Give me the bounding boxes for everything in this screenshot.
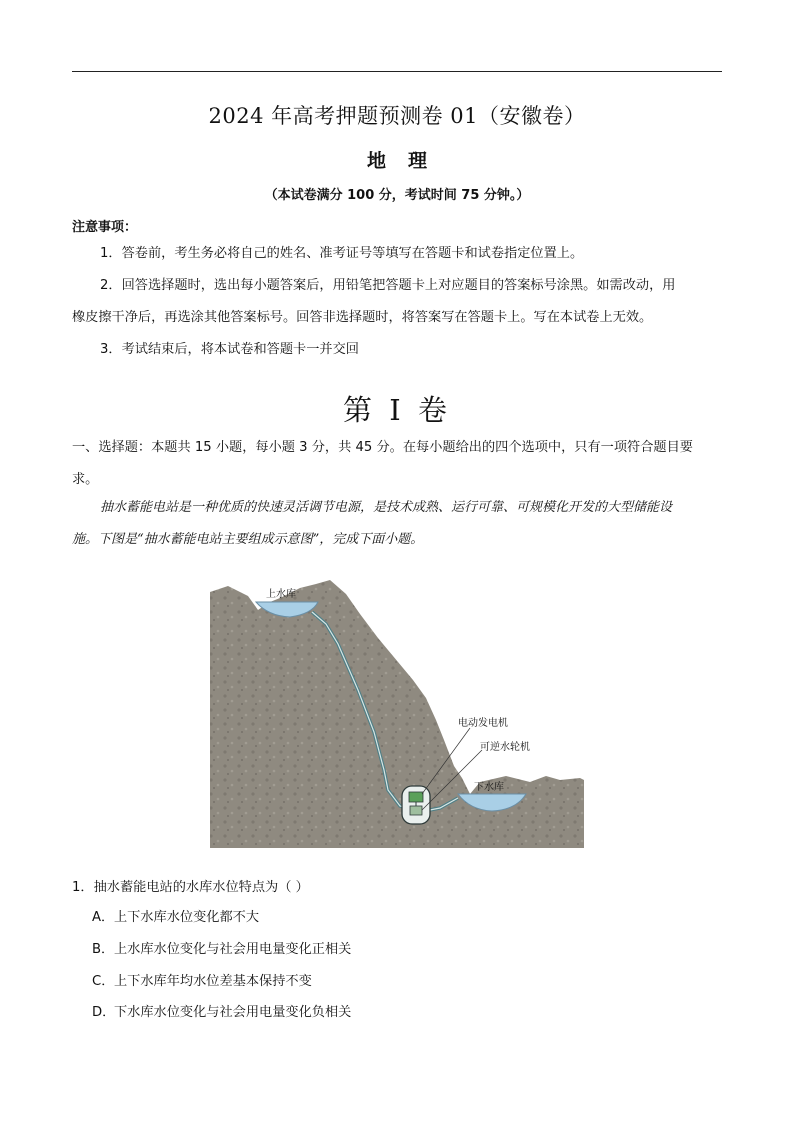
question-1-option-a[interactable]	[92, 906, 259, 925]
mountain-rock	[210, 580, 584, 848]
pumped-storage-diagram	[208, 580, 586, 850]
intro-line-1-text: 抽水蓄能电站是一种优质的快速灵活调节电源，是技术成熟、运行可靠、可规模化开发的大型储能设	[100, 500, 673, 515]
attention-item-2	[72, 270, 724, 302]
section-instruction	[72, 432, 724, 496]
label-reversible-turbine: 可逆水轮机	[480, 742, 530, 753]
option-b-text: 上水库水位变化与社会用电量变化正相关	[114, 942, 352, 957]
intro-line-1	[72, 492, 724, 524]
option-a-letter: A．	[92, 910, 115, 925]
attention-heading: 注意事项：	[72, 220, 138, 235]
attention-item-2-cont-text: 橡皮擦干净后，再选涂其他答案标号。回答非选择题时，将答案写在答题卡上。写在本试卷上无效。	[72, 310, 653, 325]
label-lower-reservoir: 下水库	[474, 782, 504, 793]
option-c-letter: C．	[92, 974, 115, 989]
section-line-1: 一、选择题：本题共 15 小题，每小题 3 分，共 45 分。在每小题给出的四个选项中，只有一项符合题目要	[72, 440, 693, 455]
exam-title: 2024 年高考押题预测卷 01（安徽卷）	[208, 104, 586, 128]
attention-item-2-text: 2．回答选择题时，选出每小题答案后，用铅笔把答题卡上对应题目的答案标号涂黑。如需改动，用	[100, 278, 676, 293]
subject-title: 地理	[366, 150, 449, 172]
motor-generator-icon	[409, 792, 423, 802]
question-intro	[72, 492, 724, 556]
attention-item-3	[72, 334, 724, 366]
reversible-turbine-icon	[410, 806, 422, 815]
option-d-letter: D．	[92, 1005, 116, 1020]
label-motor-generator: 电动发电机	[458, 718, 508, 729]
option-a-text: 上下水库水位变化都不大	[114, 910, 260, 925]
exam-note: （本试卷满分 100 分，考试时间 75 分钟。）	[264, 188, 530, 203]
header-rule	[72, 71, 722, 72]
attention-item-1	[72, 238, 724, 270]
question-1-option-d[interactable]	[92, 1001, 351, 1020]
question-1-stem: 1．抽水蓄能电站的水库水位特点为（ ）	[72, 880, 309, 895]
question-1-option-c[interactable]	[92, 970, 312, 989]
section-line-2: 求。	[72, 472, 99, 487]
option-b-letter: B．	[92, 942, 115, 957]
attention-item-3-text: 3．考试结束后，将本试卷和答题卡一并交回	[100, 342, 359, 357]
part-title: 第 I 卷	[343, 393, 451, 427]
option-c-text: 上下水库年均水位差基本保持不变	[114, 974, 312, 989]
intro-line-2: 施。下图是“抽水蓄能电站主要组成示意图”，完成下面小题。	[72, 532, 424, 547]
option-d-text: 下水库水位变化与社会用电量变化负相关	[114, 1005, 352, 1020]
question-1-option-b[interactable]	[92, 938, 351, 957]
attention-item-1-text: 1．答卷前，考生务必将自己的姓名、准考证号等填写在答题卡和试卷指定位置上。	[100, 246, 584, 261]
label-upper-reservoir: 上水库	[266, 589, 296, 600]
attention-item-2-cont	[72, 302, 724, 334]
